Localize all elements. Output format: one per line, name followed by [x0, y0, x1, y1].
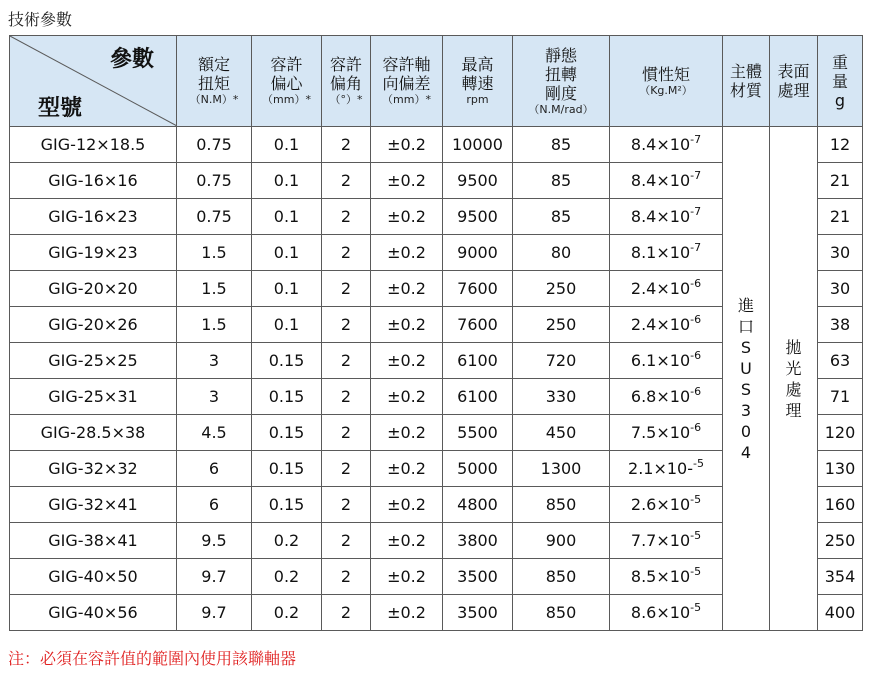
cell-stiffness: 1300: [513, 451, 610, 487]
cell-model: GIG-20×20: [10, 271, 177, 307]
col-header-unit: （mm）*: [382, 93, 431, 106]
cell-angle: 2: [322, 523, 371, 559]
inertia-exponent: -5: [690, 529, 702, 542]
inertia-exponent: -6: [690, 385, 702, 398]
cell-eccentric: 0.15: [252, 379, 322, 415]
cell-eccentric: 0.1: [252, 199, 322, 235]
cell-axial: ±0.2: [371, 523, 443, 559]
col-header-angle: [322, 36, 371, 127]
cell-angle: 2: [322, 595, 371, 631]
cell-torque: 9.5: [177, 523, 252, 559]
cell-speed: 3500: [443, 559, 513, 595]
cell-torque: 1.5: [177, 235, 252, 271]
cell-stiffness: 850: [513, 487, 610, 523]
inertia-exponent: -5: [690, 493, 702, 506]
cell-torque: 9.7: [177, 595, 252, 631]
col-header-unit: rpm: [466, 93, 489, 106]
cell-torque: 4.5: [177, 415, 252, 451]
inertia-base: 8.4×10: [630, 207, 691, 226]
col-header-label: 最高轉速: [461, 55, 494, 93]
inertia-exponent: -7: [690, 133, 702, 146]
cell-model: GIG-16×16: [10, 163, 177, 199]
cell-torque: 0.75: [177, 163, 252, 199]
cell-weight: 71: [818, 379, 863, 415]
col-header-label: 靜態扭轉剛度: [544, 45, 577, 103]
col-header-stiffness: [513, 36, 610, 127]
cell-model: GIG-25×25: [10, 343, 177, 379]
cell-axial: ±0.2: [371, 199, 443, 235]
cell-torque: 0.75: [177, 127, 252, 163]
cell-inertia: [610, 163, 723, 199]
inertia-exponent: -6: [690, 421, 702, 434]
col-header-unit: （mm）*: [262, 93, 311, 106]
cell-torque: 3: [177, 343, 252, 379]
cell-model: GIG-12×18.5: [10, 127, 177, 163]
cell-angle: 2: [322, 559, 371, 595]
cell-inertia: [610, 199, 723, 235]
cell-angle: 2: [322, 271, 371, 307]
cell-axial: ±0.2: [371, 379, 443, 415]
cell-stiffness: 850: [513, 595, 610, 631]
col-header-label: 容許偏角: [329, 55, 362, 93]
inertia-exponent: -6: [690, 277, 702, 290]
cell-speed: 9500: [443, 163, 513, 199]
col-header-torque: [177, 36, 252, 127]
col-header-label: 重量g: [831, 52, 848, 110]
inertia-base: 6.1×10: [630, 351, 691, 370]
col-header-label: 額定扭矩: [197, 55, 230, 93]
cell-eccentric: 0.15: [252, 451, 322, 487]
inertia-exponent: -7: [690, 241, 702, 254]
cell-inertia: [610, 559, 723, 595]
inertia-base: 8.5×10: [630, 567, 691, 586]
cell-torque: 9.7: [177, 559, 252, 595]
cell-material: [723, 127, 770, 631]
inertia-base: 2.4×10: [630, 315, 691, 334]
cell-model: GIG-40×56: [10, 595, 177, 631]
col-header-unit: （N.M）*: [189, 93, 239, 106]
cell-axial: ±0.2: [371, 343, 443, 379]
cell-speed: 10000: [443, 127, 513, 163]
cell-eccentric: 0.2: [252, 523, 322, 559]
cell-angle: 2: [322, 235, 371, 271]
cell-speed: 5000: [443, 451, 513, 487]
cell-inertia: [610, 451, 723, 487]
cell-stiffness: 900: [513, 523, 610, 559]
cell-stiffness: 720: [513, 343, 610, 379]
cell-stiffness: 330: [513, 379, 610, 415]
cell-angle: 2: [322, 451, 371, 487]
inertia-base: 7.7×10: [630, 531, 691, 550]
inertia-exponent: -6: [690, 349, 702, 362]
col-header-inertia: [610, 36, 723, 127]
inertia-base: 7.5×10: [630, 423, 691, 442]
cell-angle: 2: [322, 415, 371, 451]
cell-axial: ±0.2: [371, 559, 443, 595]
cell-axial: ±0.2: [371, 451, 443, 487]
cell-angle: 2: [322, 199, 371, 235]
surface-text: 拋光處理: [785, 337, 802, 420]
corner-param-label: 參數: [109, 47, 154, 72]
inertia-base: 8.4×10: [630, 171, 691, 190]
cell-stiffness: 250: [513, 271, 610, 307]
col-header-surface: [770, 36, 818, 127]
cell-weight: 250: [818, 523, 863, 559]
cell-model: GIG-19×23: [10, 235, 177, 271]
inertia-base: 8.4×10: [630, 135, 691, 154]
cell-torque: 3: [177, 379, 252, 415]
cell-speed: 9000: [443, 235, 513, 271]
col-header-unit: （Kg.M²）: [639, 83, 693, 97]
inertia-exponent: -6: [690, 313, 702, 326]
cell-stiffness: 85: [513, 163, 610, 199]
cell-inertia: [610, 307, 723, 343]
cell-eccentric: 0.2: [252, 595, 322, 631]
col-header-label: 容許偏心: [270, 55, 303, 93]
cell-torque: 1.5: [177, 307, 252, 343]
cell-axial: ±0.2: [371, 163, 443, 199]
cell-torque: 0.75: [177, 199, 252, 235]
cell-model: GIG-38×41: [10, 523, 177, 559]
cell-torque: 1.5: [177, 271, 252, 307]
cell-model: GIG-25×31: [10, 379, 177, 415]
cell-inertia: [610, 523, 723, 559]
col-header-label: 主體材質: [729, 62, 762, 100]
cell-model: GIG-20×26: [10, 307, 177, 343]
cell-axial: ±0.2: [371, 127, 443, 163]
cell-eccentric: 0.15: [252, 415, 322, 451]
inertia-base: 8.1×10: [630, 243, 691, 262]
cell-weight: 30: [818, 235, 863, 271]
col-header-unit: （°）*: [329, 93, 363, 106]
inertia-base: 6.8×10: [630, 387, 691, 406]
cell-stiffness: 85: [513, 199, 610, 235]
spec-table: [9, 35, 863, 631]
cell-inertia: [610, 379, 723, 415]
cell-weight: 12: [818, 127, 863, 163]
cell-inertia: [610, 595, 723, 631]
cell-stiffness: 250: [513, 307, 610, 343]
cell-weight: 63: [818, 343, 863, 379]
cell-weight: 160: [818, 487, 863, 523]
cell-speed: 5500: [443, 415, 513, 451]
cell-surface: [770, 127, 818, 631]
cell-axial: ±0.2: [371, 415, 443, 451]
corner-model-label: 型號: [38, 96, 83, 121]
table-row: [10, 127, 863, 163]
section-caption: 技術參數: [8, 10, 73, 29]
cell-speed: 3500: [443, 595, 513, 631]
cell-inertia: [610, 415, 723, 451]
inertia-exponent: -7: [690, 205, 702, 218]
header-row: [10, 36, 863, 127]
cell-eccentric: 0.2: [252, 559, 322, 595]
cell-torque: 6: [177, 451, 252, 487]
col-header-label: 慣性矩: [641, 64, 690, 84]
cell-stiffness: 80: [513, 235, 610, 271]
cell-speed: 6100: [443, 379, 513, 415]
cell-speed: 3800: [443, 523, 513, 559]
cell-stiffness: 85: [513, 127, 610, 163]
cell-angle: 2: [322, 487, 371, 523]
cell-axial: ±0.2: [371, 271, 443, 307]
cell-axial: ±0.2: [371, 487, 443, 523]
col-header-weight: [818, 36, 863, 127]
cell-angle: 2: [322, 163, 371, 199]
cell-inertia: [610, 271, 723, 307]
col-header-material: [723, 36, 770, 127]
inertia-base: 2.4×10: [630, 279, 691, 298]
cell-angle: 2: [322, 379, 371, 415]
cell-inertia: [610, 127, 723, 163]
inertia-exponent: -5: [690, 565, 702, 578]
usage-note: 注：必須在容許值的範圍內使用該聯軸器: [8, 649, 297, 668]
corner-header: [10, 36, 177, 127]
cell-weight: 354: [818, 559, 863, 595]
cell-model: GIG-28.5×38: [10, 415, 177, 451]
cell-inertia: [610, 235, 723, 271]
cell-model: GIG-40×50: [10, 559, 177, 595]
cell-model: GIG-32×32: [10, 451, 177, 487]
cell-inertia: [610, 343, 723, 379]
cell-weight: 21: [818, 199, 863, 235]
cell-torque: 6: [177, 487, 252, 523]
cell-weight: 30: [818, 271, 863, 307]
cell-axial: ±0.2: [371, 235, 443, 271]
cell-angle: 2: [322, 127, 371, 163]
cell-eccentric: 0.15: [252, 487, 322, 523]
cell-stiffness: 450: [513, 415, 610, 451]
col-header-axial: [371, 36, 443, 127]
cell-angle: 2: [322, 343, 371, 379]
cell-speed: 4800: [443, 487, 513, 523]
cell-weight: 130: [818, 451, 863, 487]
cell-weight: 21: [818, 163, 863, 199]
cell-speed: 6100: [443, 343, 513, 379]
cell-eccentric: 0.1: [252, 127, 322, 163]
cell-eccentric: 0.1: [252, 271, 322, 307]
col-header-label: 表面處理: [777, 62, 810, 100]
cell-eccentric: 0.1: [252, 163, 322, 199]
cell-angle: 2: [322, 307, 371, 343]
table-body: [10, 127, 863, 631]
cell-eccentric: 0.15: [252, 343, 322, 379]
cell-speed: 7600: [443, 307, 513, 343]
inertia-base: 2.6×10: [630, 495, 691, 514]
cell-model: GIG-32×41: [10, 487, 177, 523]
cell-axial: ±0.2: [371, 307, 443, 343]
cell-eccentric: 0.1: [252, 307, 322, 343]
cell-eccentric: 0.1: [252, 235, 322, 271]
cell-axial: ±0.2: [371, 595, 443, 631]
inertia-exponent: -5: [693, 457, 704, 470]
col-header-eccentric: [252, 36, 322, 127]
col-header-unit: （N.M/rad）: [528, 102, 594, 116]
col-header-label: 容許軸向偏差: [382, 55, 431, 93]
cell-speed: 7600: [443, 271, 513, 307]
cell-stiffness: 850: [513, 559, 610, 595]
cell-weight: 120: [818, 415, 863, 451]
cell-weight: 38: [818, 307, 863, 343]
inertia-exponent: -5: [690, 601, 702, 614]
material-text: 進口SUS304: [737, 295, 754, 462]
col-header-speed: [443, 36, 513, 127]
cell-weight: 400: [818, 595, 863, 631]
cell-inertia: [610, 487, 723, 523]
inertia-base: 8.6×10: [630, 603, 691, 622]
inertia-base: 2.1×10-: [628, 459, 693, 478]
cell-model: GIG-16×23: [10, 199, 177, 235]
inertia-exponent: -7: [690, 169, 702, 182]
cell-speed: 9500: [443, 199, 513, 235]
